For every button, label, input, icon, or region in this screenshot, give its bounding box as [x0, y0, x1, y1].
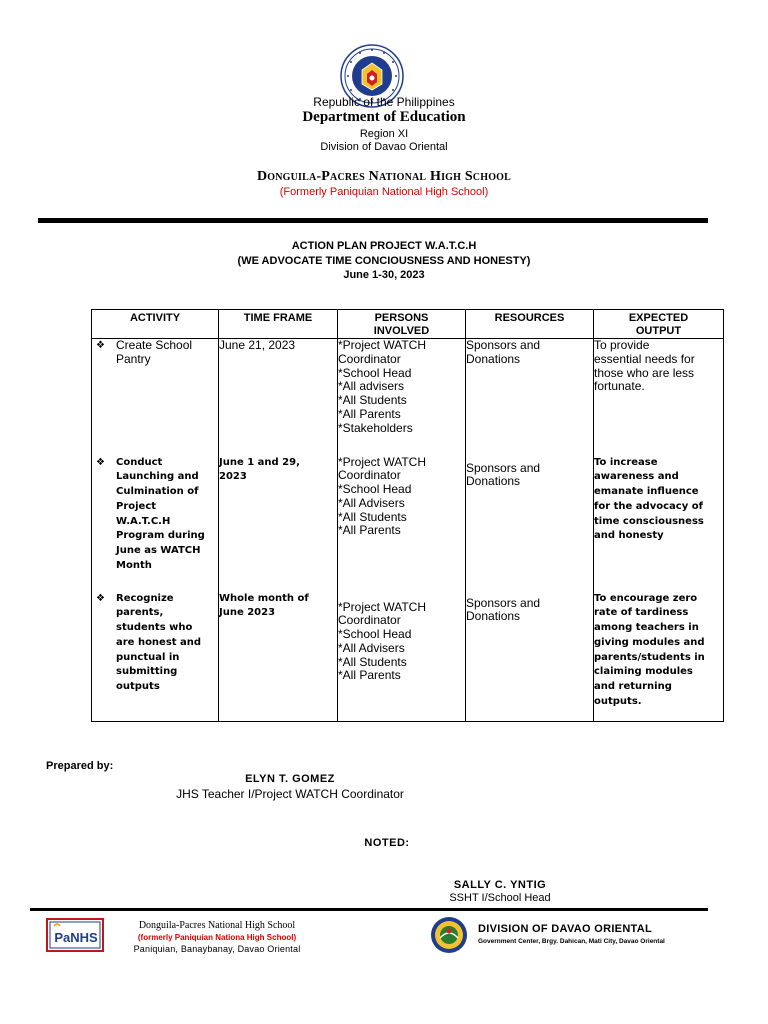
footer-school-name: Donguila-Pacres National High School	[138, 920, 296, 931]
preparer-role: JHS Teacher I/Project WATCH Coordinator	[176, 787, 404, 801]
persons-cell: *Project WATCH Coordinator *School Head *All Advisers *All Students *All Parents	[338, 456, 466, 592]
header-persons: PERSONS INVOLVED	[338, 310, 466, 339]
plan-title: ACTION PLAN PROJECT W.A.T.C.H	[291, 240, 477, 252]
time-frame-cell: June 21, 2023	[219, 339, 338, 456]
department-title: Department of Education	[302, 109, 466, 125]
resources-cell: Sponsors and Donations	[466, 592, 594, 722]
table-header-row	[92, 310, 724, 339]
footer-formerly: (formerly Paniquian Nationa High School)	[137, 933, 297, 942]
header-output: EXPECTED OUTPUT	[594, 310, 724, 339]
persons-cell: *Project WATCH Coordinator *School Head *All Advisers *All Students *All Parents	[338, 592, 466, 722]
division-line: Division of Davao Oriental	[320, 141, 448, 153]
footer-division-name: DIVISION OF DAVAO ORIENTAL	[478, 923, 653, 935]
school-name: Donguila-Pacres National High School	[256, 169, 512, 184]
header-activity: ACTIVITY	[92, 310, 219, 339]
diamond-bullet-icon: ❖	[96, 592, 105, 604]
header-divider	[38, 218, 708, 223]
header-resources: RESOURCES	[466, 310, 594, 339]
region-line: Region XI	[359, 128, 409, 140]
footer-address: Paniquian, Banaybanay, Davao Oriental	[133, 944, 301, 954]
persons-cell: *Project WATCH Coordinator *School Head *All advisers *All Students *All Parents *Stakeholders	[338, 339, 466, 456]
division-seal-icon	[430, 916, 468, 954]
time-frame-cell: Whole month of June 2023	[219, 592, 338, 722]
noted-label: NOTED:	[364, 837, 410, 849]
activity-cell: ❖ Create School Pantry	[92, 339, 219, 456]
plan-subtitle: (WE ADVOCATE TIME CONCIOUSNESS AND HONESTY)	[237, 255, 531, 267]
table-row	[92, 592, 724, 722]
footer-division-address: Government Center, Brgy. Dahican, Mati City, Davao Oriental	[478, 938, 665, 945]
header-time-frame: TIME FRAME	[219, 310, 338, 339]
preparer-name: ELYN T. GOMEZ	[245, 773, 335, 785]
panhs-logo-icon	[46, 918, 104, 952]
output-cell: To provide essential needs for those who are less fortunate.	[594, 339, 724, 456]
resources-cell: Sponsors and Donations	[466, 339, 594, 456]
activity-cell: ❖ Recognize parents, students who are honest and punctual in submitting outputs	[92, 592, 219, 722]
formerly-line: (Formerly Paniquian National High School)	[279, 186, 489, 198]
noter-role: SSHT I/School Head	[449, 892, 551, 904]
diamond-bullet-icon: ❖	[96, 340, 105, 351]
republic-line: Republic of the Philippines	[313, 95, 455, 109]
resources-cell: Sponsors and Donations	[466, 456, 594, 592]
footer-divider	[30, 908, 708, 911]
diamond-bullet-icon: ❖	[96, 456, 105, 468]
prepared-by-label: Prepared by:	[46, 760, 114, 772]
action-plan-table	[91, 309, 724, 722]
noter-name: SALLY C. YNTIG	[453, 879, 547, 891]
output-cell: To encourage zero rate of tardiness among teachers in giving modules and parents/students in claiming modules and returning outputs.	[594, 592, 724, 722]
output-cell: To increase awareness and emanate influence for the advocacy of time consciousness and honesty	[594, 456, 724, 592]
svg-text:PaNHS: PaNHS	[54, 930, 98, 945]
time-frame-cell: June 1 and 29, 2023	[219, 456, 338, 592]
table-row	[92, 456, 724, 592]
plan-date: June 1-30, 2023	[343, 269, 425, 281]
activity-cell: ❖ Conduct Launching and Culmination of Project W.A.T.C.H Program during June as WATCH Month	[92, 456, 219, 592]
table-row	[92, 339, 724, 456]
